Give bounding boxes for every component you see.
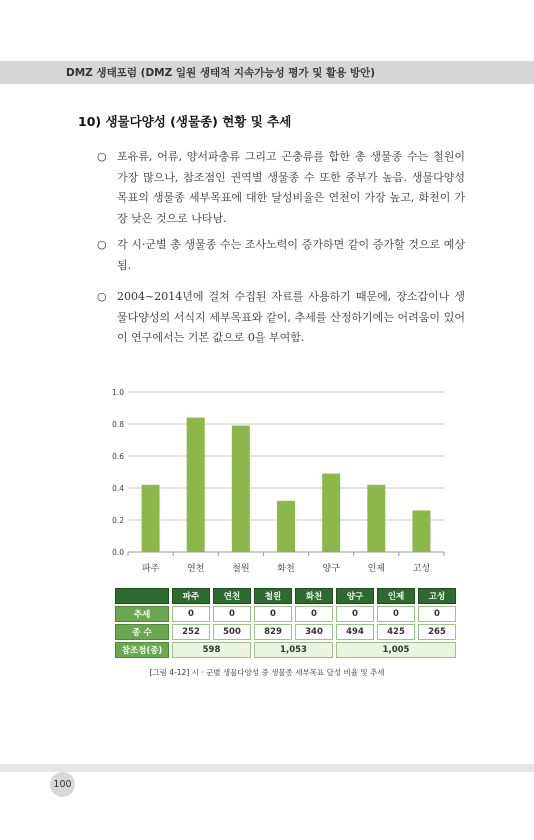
table-cell: 252: [172, 624, 210, 640]
section-title: 10) 생물다양성 (생물종) 현황 및 추세: [78, 114, 292, 129]
table-cell: 340: [295, 624, 333, 640]
bar: [232, 426, 250, 552]
table-corner-cell: [115, 588, 169, 604]
x-tick-label: 연천: [187, 564, 205, 574]
table-cell: 1,005: [336, 642, 456, 658]
table-cell: 500: [213, 624, 251, 640]
table-cell: 0: [377, 606, 415, 622]
table-cell: 0: [172, 606, 210, 622]
table-cell: 1,053: [254, 642, 333, 658]
table-cell: 265: [418, 624, 456, 640]
page-number: 100: [50, 772, 75, 797]
row-label: 추세: [115, 606, 169, 622]
y-tick-label: 0.6: [112, 452, 124, 461]
column-header: 철원: [254, 588, 292, 604]
column-header: 고성: [418, 588, 456, 604]
paragraph-1: [97, 147, 465, 229]
bar: [142, 485, 160, 552]
column-header: 연천: [213, 588, 251, 604]
y-tick-label: 0.8: [112, 420, 124, 429]
y-tick-label: 0.4: [112, 484, 124, 493]
table-cell: 0: [418, 606, 456, 622]
y-tick-label: 0.0: [112, 548, 124, 557]
table-row-trend: [115, 606, 456, 622]
table-cell: 829: [254, 624, 292, 640]
row-label: 종 수: [115, 624, 169, 640]
paragraph-text: 2004~2014년에 걸쳐 수집된 자료를 사용하기 때문에, 장소갑이나 생물다양성의 서식지 세부목표와 같이, 추세를 산정하기에는 어려움이 있어 이 연구에서는 기본 값으로 0을 부여함.: [117, 290, 465, 344]
paragraph-text: 포유류, 어류, 양서파충류 그리고 곤충류를 합한 총 생물종 수는 철원이 가장 많으나, 참조점인 권역별 생물종 수 또한 중부가 높음. 생물다양성 목표의 생물종 세부목표에 대한 달성비율은 연천이 가장 높고, 화천이 가장 낮은 것으로 나타남.: [117, 150, 465, 225]
column-header: 양구: [336, 588, 374, 604]
paragraph-text: 각 시·군별 총 생물종 수는 조사노력이 증가하면 같이 증가할 것으로 예상됨.: [117, 238, 465, 272]
paragraph-3: [97, 287, 465, 349]
column-header: 파주: [172, 588, 210, 604]
table-row-species: [115, 624, 456, 640]
table-header-row: [115, 588, 456, 604]
circle-bullet-icon: ○: [97, 150, 107, 163]
table-cell: 0: [336, 606, 374, 622]
table-cell: 598: [172, 642, 251, 658]
bar: [367, 485, 385, 552]
row-label: 참조점(종): [115, 642, 169, 658]
table-cell: 0: [213, 606, 251, 622]
bar-chart: [98, 374, 453, 587]
data-table: [112, 586, 459, 660]
bar: [322, 474, 340, 552]
table-cell: 425: [377, 624, 415, 640]
y-tick-label: 1.0: [112, 388, 124, 397]
x-tick-label: 파주: [141, 564, 160, 574]
column-header: 화천: [295, 588, 333, 604]
table-cell: 0: [254, 606, 292, 622]
bar: [277, 501, 295, 552]
paragraph-2: [97, 235, 465, 276]
bar: [412, 510, 430, 552]
circle-bullet-icon: ○: [97, 238, 107, 251]
figure-caption: [그림 4-12] 시 · 군별 생물다양성 중 생물종 세부목표 달성 비율 및 추세: [149, 668, 385, 677]
table-row-reference: [115, 642, 456, 658]
circle-bullet-icon: ○: [97, 290, 107, 303]
bar-chart-svg: [98, 374, 453, 587]
table-cell: 0: [295, 606, 333, 622]
column-header: 인제: [377, 588, 415, 604]
x-tick-label: 인제: [367, 564, 385, 574]
x-tick-label: 화천: [277, 564, 295, 574]
table-cell: 494: [336, 624, 374, 640]
x-tick-label: 철원: [232, 564, 250, 574]
x-tick-label: 고성: [412, 564, 431, 574]
header-title: DMZ 생태포럼 (DMZ 일원 생태적 지속가능성 평가 및 활용 방안): [66, 67, 376, 79]
footer-band: [0, 764, 534, 772]
y-tick-label: 0.2: [112, 516, 124, 525]
x-tick-label: 양구: [322, 564, 340, 574]
bar: [187, 418, 205, 552]
